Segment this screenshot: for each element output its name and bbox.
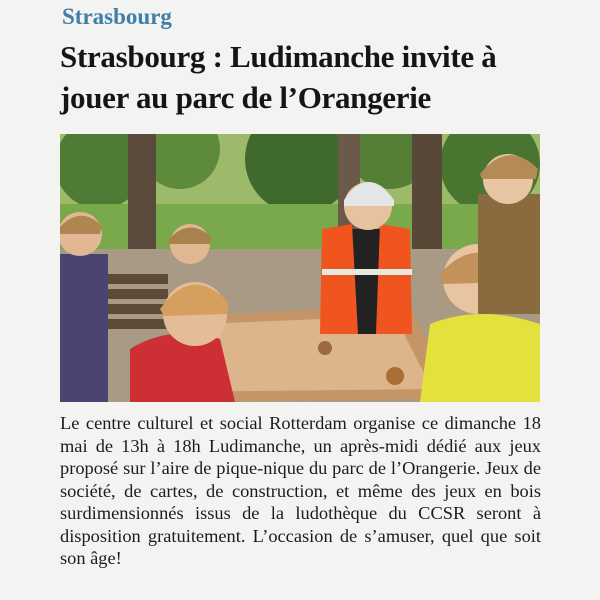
- article-photo: [60, 134, 540, 402]
- section-label[interactable]: Strasbourg: [62, 4, 172, 29]
- article-body: Le centre culturel et social Rotterdam organise ce dimanche 18 mai de 13h à 18h Ludimanche, un après-midi dédié aux jeux proposé sur l’aire de pique-nique du parc de l’Orangerie. Jeux de société, de cartes, de construction, et même des jeux en bois surdimensionnés issus de la ludothèque du CCSR seront à disposition gratuitement. L’occasion de s’amuser, quel que soit son âge!: [60, 413, 541, 568]
- article-headline: Strasbourg : Ludimanche invite à jouer au parc de l’Orangerie: [60, 39, 497, 115]
